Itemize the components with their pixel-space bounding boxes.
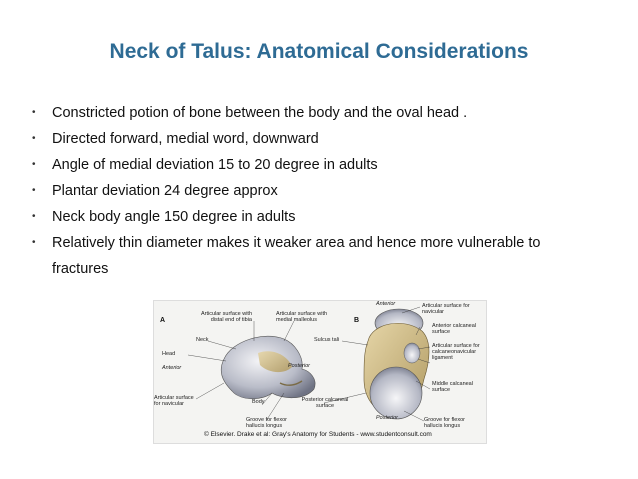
bullet-item bbox=[32, 204, 592, 230]
bullet-item bbox=[32, 152, 592, 178]
bullet-icon: • bbox=[32, 133, 36, 144]
bullet-text: Constricted potion of bone between the body and the oval head . bbox=[52, 105, 468, 121]
label-groove-b: Groove for flexor hallucis longus bbox=[424, 417, 465, 429]
label-posterior-calcaneal: Posterior calcaneal surface bbox=[301, 397, 349, 409]
label-articular-ligament: Articular surface for calcaneonavicular ligament bbox=[432, 343, 480, 361]
bullet-icon: • bbox=[32, 237, 36, 248]
bullet-icon: • bbox=[32, 211, 36, 222]
bullet-icon: • bbox=[32, 107, 36, 118]
bullet-icon: • bbox=[32, 185, 36, 196]
label-articular-navicular-a: Articular surface for navicular bbox=[154, 395, 194, 407]
talus-panel-b bbox=[364, 309, 429, 419]
bullet-item bbox=[32, 100, 592, 126]
bullet-item bbox=[32, 126, 592, 152]
bullet-text: Directed forward, medial word, downward bbox=[52, 131, 319, 147]
label-anterior-calcaneal: Anterior calcaneal surface bbox=[432, 323, 477, 335]
panel-a-label: A bbox=[160, 317, 166, 324]
label-posterior-a: Posterior bbox=[288, 363, 311, 369]
label-anterior-a: Anterior bbox=[162, 365, 182, 371]
label-posterior-b: Posterior bbox=[376, 415, 399, 421]
label-articular-navicular-b: Articular surface for navicular bbox=[422, 303, 470, 315]
talus-figure bbox=[153, 300, 487, 444]
bullet-item bbox=[32, 178, 592, 204]
label-articular-tibia: Articular surface with distal end of tibia bbox=[200, 311, 252, 323]
bullet-text: Angle of medial deviation 15 to 20 degree in adults bbox=[52, 157, 378, 173]
label-middle-calcaneal: Middle calcaneal surface bbox=[432, 381, 473, 393]
label-groove-a: Groove for flexor hallucis longus bbox=[246, 417, 287, 429]
bullet-icon: • bbox=[32, 159, 36, 170]
label-body: Body bbox=[252, 399, 265, 405]
bullet-text: Plantar deviation 24 degree approx bbox=[52, 183, 278, 199]
bullet-item bbox=[32, 230, 592, 282]
bullet-text: Neck body angle 150 degree in adults bbox=[52, 209, 296, 225]
label-neck: Neck bbox=[196, 337, 209, 343]
figure-copyright: © Elsevier. Drake et al: Gray's Anatomy for Students - www.studentconsult.com bbox=[204, 431, 432, 438]
label-head: Head bbox=[162, 351, 176, 357]
label-sulcus-tali: Sulcus tali bbox=[314, 337, 340, 343]
bullet-text: Relatively thin diameter makes it weaker area and hence more vulnerable to fractures bbox=[52, 235, 541, 277]
slide-title: Neck of Talus: Anatomical Considerations bbox=[109, 40, 529, 63]
panel-b-label: B bbox=[354, 317, 360, 324]
label-articular-malleolus: Articular surface with medial malleolus bbox=[276, 311, 328, 323]
bullet-list bbox=[32, 100, 592, 282]
label-anterior-b: Anterior bbox=[376, 301, 396, 307]
